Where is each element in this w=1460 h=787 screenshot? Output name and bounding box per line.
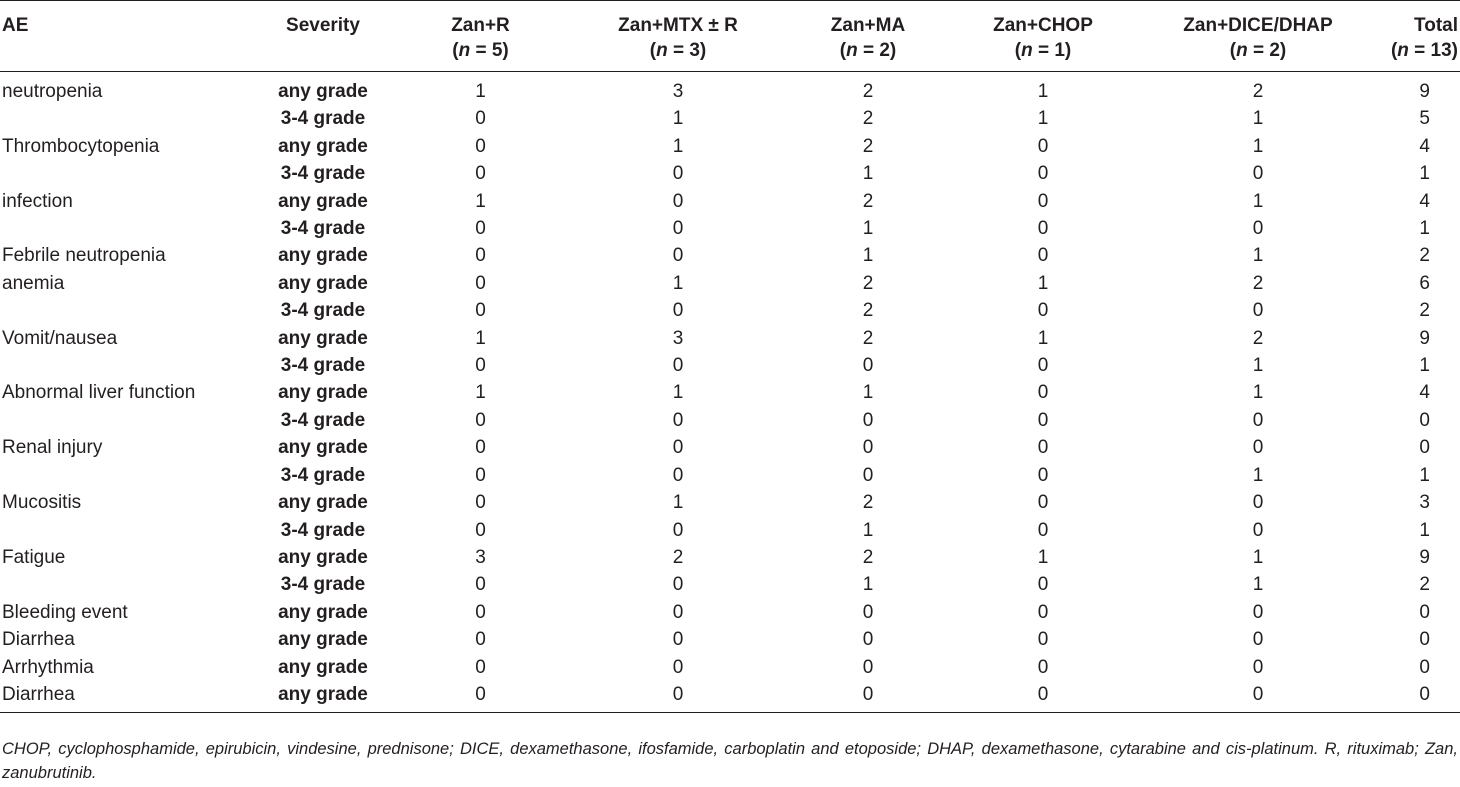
count-cell: 1 (1252, 108, 1264, 130)
count-cell: 1 (1252, 245, 1264, 267)
ae-cell: infection (2, 190, 73, 212)
header-group-count: (n = 2) (1133, 38, 1383, 72)
total-cell: 1 (1419, 519, 1430, 541)
header-severity: Severity (286, 15, 360, 36)
header-group-count: (n = 1) (953, 38, 1133, 72)
count-cell: 0 (1037, 409, 1049, 431)
count-cell: 1 (1252, 574, 1264, 596)
count-cell: 0 (672, 245, 684, 267)
count-cell: 0 (783, 681, 953, 713)
count-cell: 0 (475, 355, 486, 377)
count-cell: 1 (1252, 464, 1264, 486)
table-row (0, 325, 1460, 352)
table-header (0, 1, 1460, 72)
count-cell: 0 (1037, 601, 1049, 623)
header-group-name: Zan+CHOP (993, 15, 1093, 36)
table-row (0, 407, 1460, 434)
total-cell: 3 (1419, 492, 1430, 514)
ae-cell: Renal injury (2, 437, 103, 459)
count-cell: 0 (475, 108, 486, 130)
count-cell: 0 (1037, 382, 1049, 404)
header-group-name: Zan+R (451, 15, 510, 36)
count-cell: 0 (1252, 437, 1264, 459)
count-cell: 1 (1037, 108, 1049, 130)
count-cell: 0 (862, 656, 874, 678)
count-cell: 1 (672, 108, 684, 130)
count-cell: 2 (1252, 81, 1264, 102)
count-cell: 0 (862, 464, 874, 486)
severity-cell: any grade (278, 656, 368, 678)
count-cell: 0 (475, 409, 486, 431)
count-cell: 0 (475, 601, 486, 623)
count-cell: 0 (1037, 464, 1049, 486)
table-row (0, 188, 1460, 215)
count-cell: 3 (672, 327, 684, 349)
count-cell: 0 (862, 409, 874, 431)
count-cell: 0 (475, 135, 486, 157)
total-cell: 0 (1383, 681, 1460, 713)
count-cell: 0 (1037, 519, 1049, 541)
count-cell: 0 (475, 245, 486, 267)
count-cell: 0 (953, 681, 1133, 713)
ae-cell: Vomit/nausea (2, 327, 118, 349)
count-cell: 0 (1252, 163, 1264, 185)
ae-cell: neutropenia (2, 81, 103, 102)
count-cell: 0 (475, 437, 486, 459)
count-cell: 3 (672, 81, 684, 102)
total-cell: 0 (1419, 656, 1430, 678)
count-cell: 0 (672, 629, 684, 651)
severity-cell: any grade (278, 601, 368, 623)
count-cell: 0 (672, 656, 684, 678)
total-cell: 1 (1419, 218, 1430, 240)
total-cell: 2 (1419, 300, 1430, 322)
ae-cell: Diarrhea (0, 681, 258, 713)
total-cell: 1 (1419, 355, 1430, 377)
header-group-name: Zan+DICE/DHAP (1183, 15, 1333, 36)
ae-cell: Bleeding event (2, 601, 128, 623)
count-cell: 0 (475, 163, 486, 185)
severity-cell: 3-4 grade (280, 355, 366, 377)
count-cell: 2 (862, 327, 874, 349)
count-cell: 0 (1037, 629, 1049, 651)
severity-cell: any grade (278, 81, 368, 102)
ae-cell: Fatigue (2, 546, 66, 568)
count-cell: 1 (672, 492, 684, 514)
table-row (0, 379, 1460, 406)
table-row (0, 517, 1460, 544)
severity-cell: 3-4 grade (280, 574, 366, 596)
table-row (0, 215, 1460, 242)
count-cell: 0 (672, 355, 684, 377)
count-cell: 1 (1037, 546, 1049, 568)
table-row (0, 599, 1460, 626)
count-cell: 0 (475, 519, 486, 541)
severity-cell: 3-4 grade (280, 409, 366, 431)
count-cell: 0 (1252, 519, 1264, 541)
total-cell: 5 (1419, 108, 1430, 130)
severity-cell: 3-4 grade (280, 519, 366, 541)
count-cell: 0 (475, 574, 486, 596)
count-cell: 0 (862, 437, 874, 459)
count-cell: 0 (672, 437, 684, 459)
table-row (0, 489, 1460, 516)
count-cell: 0 (1037, 492, 1049, 514)
count-cell: 0 (672, 464, 684, 486)
severity-cell: any grade (278, 492, 368, 514)
ae-cell (0, 517, 258, 544)
count-cell: 1 (862, 218, 874, 240)
count-cell: 1 (475, 81, 486, 102)
count-cell: 0 (475, 656, 486, 678)
count-cell: 2 (862, 272, 874, 294)
count-cell: 2 (862, 135, 874, 157)
count-cell: 1 (1252, 135, 1264, 157)
count-cell: 1 (672, 135, 684, 157)
count-cell: 0 (475, 492, 486, 514)
count-cell: 0 (672, 574, 684, 596)
ae-cell (0, 105, 258, 132)
ae-cell: Febrile neutropenia (2, 245, 166, 267)
count-cell: 0 (1037, 656, 1049, 678)
ae-cell: Abnormal liver function (2, 382, 196, 404)
severity-cell: any grade (278, 272, 368, 294)
count-cell: 1 (1037, 272, 1049, 294)
table-row (0, 544, 1460, 571)
total-cell: 2 (1419, 245, 1430, 267)
count-cell: 1 (475, 382, 486, 404)
count-cell: 0 (475, 300, 486, 322)
total-cell: 0 (1419, 409, 1430, 431)
count-cell: 2 (862, 492, 874, 514)
total-cell: 0 (1419, 629, 1430, 651)
severity-cell: 3-4 grade (280, 300, 366, 322)
count-cell: 1 (862, 382, 874, 404)
count-cell: 1 (1252, 382, 1264, 404)
table-row (0, 434, 1460, 461)
ae-cell: Mucositis (2, 492, 82, 514)
severity-cell: any grade (278, 629, 368, 651)
total-cell: 1 (1419, 464, 1430, 486)
count-cell: 2 (862, 546, 874, 568)
count-cell: 1 (862, 574, 874, 596)
count-cell: 1 (862, 163, 874, 185)
count-cell: 1 (1252, 190, 1264, 212)
severity-cell: 3-4 grade (280, 163, 366, 185)
ae-cell: Diarrhea (2, 629, 75, 651)
count-cell: 0 (672, 300, 684, 322)
table-row (0, 462, 1460, 489)
severity-cell: 3-4 grade (280, 218, 366, 240)
count-cell: 1 (672, 272, 684, 294)
severity-cell: any grade (278, 382, 368, 404)
severity-cell: any grade (278, 245, 368, 267)
header-group-name: Zan+MTX ± R (618, 15, 738, 36)
total-cell: 0 (1419, 437, 1430, 459)
severity-cell: any grade (278, 190, 368, 212)
count-cell: 0 (1252, 492, 1264, 514)
count-cell: 0 (1252, 629, 1264, 651)
header-group-count: (n = 3) (573, 38, 783, 72)
count-cell: 0 (1037, 135, 1049, 157)
total-cell: 0 (1419, 601, 1430, 623)
header-group-count: (n = 13) (1383, 38, 1460, 72)
table-row (0, 160, 1460, 187)
total-cell: 9 (1419, 327, 1430, 349)
count-cell: 0 (1037, 218, 1049, 240)
header-group-count: (n = 2) (783, 38, 953, 72)
count-cell: 1 (1252, 355, 1264, 377)
total-cell: 1 (1419, 163, 1430, 185)
count-cell: 1 (1037, 327, 1049, 349)
count-cell: 0 (672, 163, 684, 185)
severity-cell: any grade (278, 327, 368, 349)
severity-cell: 3-4 grade (280, 108, 366, 130)
count-cell: 2 (862, 190, 874, 212)
count-cell: 0 (672, 190, 684, 212)
severity-cell: any grade (278, 546, 368, 568)
count-cell: 0 (475, 464, 486, 486)
count-cell: 1 (1252, 546, 1264, 568)
severity-cell: any grade (258, 681, 388, 713)
header-group-count: (n = 5) (388, 38, 573, 72)
total-cell: 4 (1419, 382, 1430, 404)
table-body (0, 72, 1460, 713)
total-cell: 9 (1419, 546, 1430, 568)
count-cell: 0 (1037, 437, 1049, 459)
header-group-name: Zan+MA (830, 15, 906, 36)
count-cell: 0 (672, 519, 684, 541)
count-cell: 0 (475, 629, 486, 651)
ae-cell: anemia (2, 272, 65, 294)
ae-cell: Arrhythmia (2, 656, 94, 678)
count-cell: 2 (862, 108, 874, 130)
count-cell: 0 (475, 218, 486, 240)
ae-cell (0, 462, 258, 489)
table-row (0, 626, 1460, 653)
severity-cell: 3-4 grade (280, 464, 366, 486)
table-footnote: CHOP, cyclophosphamide, epirubicin, vindesine, prednisone; DICE, dexamethasone, ifosfamide, carboplatin and etoposide; DHAP, dexamethasone, cytarabine and cis-platinum. R, rituximab; Zan, zanubrutinib. (2, 740, 1458, 782)
total-cell: 9 (1419, 81, 1430, 102)
table-row (0, 681, 1460, 713)
count-cell: 0 (1252, 300, 1264, 322)
ae-cell (0, 297, 258, 324)
count-cell: 0 (672, 218, 684, 240)
count-cell: 0 (1037, 245, 1049, 267)
count-cell: 2 (1252, 272, 1264, 294)
count-cell: 0 (1037, 190, 1049, 212)
total-cell: 2 (1419, 574, 1430, 596)
header-ae: AE (2, 15, 29, 36)
count-cell: 0 (862, 629, 874, 651)
count-cell: 0 (475, 272, 486, 294)
count-cell: 0 (862, 601, 874, 623)
count-cell: 0 (1252, 656, 1264, 678)
severity-cell: any grade (278, 437, 368, 459)
table-row (0, 571, 1460, 598)
count-cell: 2 (862, 81, 874, 102)
count-cell: 0 (1252, 409, 1264, 431)
count-cell: 0 (1037, 300, 1049, 322)
count-cell: 0 (1037, 355, 1049, 377)
count-cell: 1 (672, 382, 684, 404)
table-row (0, 352, 1460, 379)
count-cell: 0 (672, 409, 684, 431)
table-row (0, 242, 1460, 269)
count-cell: 2 (862, 300, 874, 322)
count-cell: 1 (862, 245, 874, 267)
total-cell: 6 (1419, 272, 1430, 294)
count-cell: 1 (1037, 81, 1049, 102)
ae-cell (0, 407, 258, 434)
count-cell: 1 (475, 190, 486, 212)
header-group-name: Total (1414, 15, 1458, 36)
ae-cell: Thrombocytopenia (2, 135, 160, 157)
table-row (0, 72, 1460, 106)
table-row (0, 270, 1460, 297)
count-cell: 0 (388, 681, 573, 713)
total-cell: 4 (1419, 190, 1430, 212)
ae-cell (0, 571, 258, 598)
count-cell: 1 (862, 519, 874, 541)
count-cell: 0 (1252, 601, 1264, 623)
table-row (0, 297, 1460, 324)
total-cell: 4 (1419, 135, 1430, 157)
severity-cell: any grade (278, 135, 368, 157)
count-cell: 0 (573, 681, 783, 713)
ae-cell (0, 160, 258, 187)
table-row (0, 654, 1460, 681)
count-cell: 1 (475, 327, 486, 349)
count-cell: 0 (672, 601, 684, 623)
count-cell: 0 (1133, 681, 1383, 713)
table-row (0, 133, 1460, 160)
ae-cell (0, 352, 258, 379)
ae-cell (0, 215, 258, 242)
count-cell: 0 (1252, 218, 1264, 240)
count-cell: 0 (1037, 163, 1049, 185)
count-cell: 0 (862, 355, 874, 377)
count-cell: 0 (1037, 574, 1049, 596)
table-row (0, 105, 1460, 132)
count-cell: 2 (672, 546, 684, 568)
count-cell: 2 (1252, 327, 1264, 349)
count-cell: 3 (475, 546, 486, 568)
